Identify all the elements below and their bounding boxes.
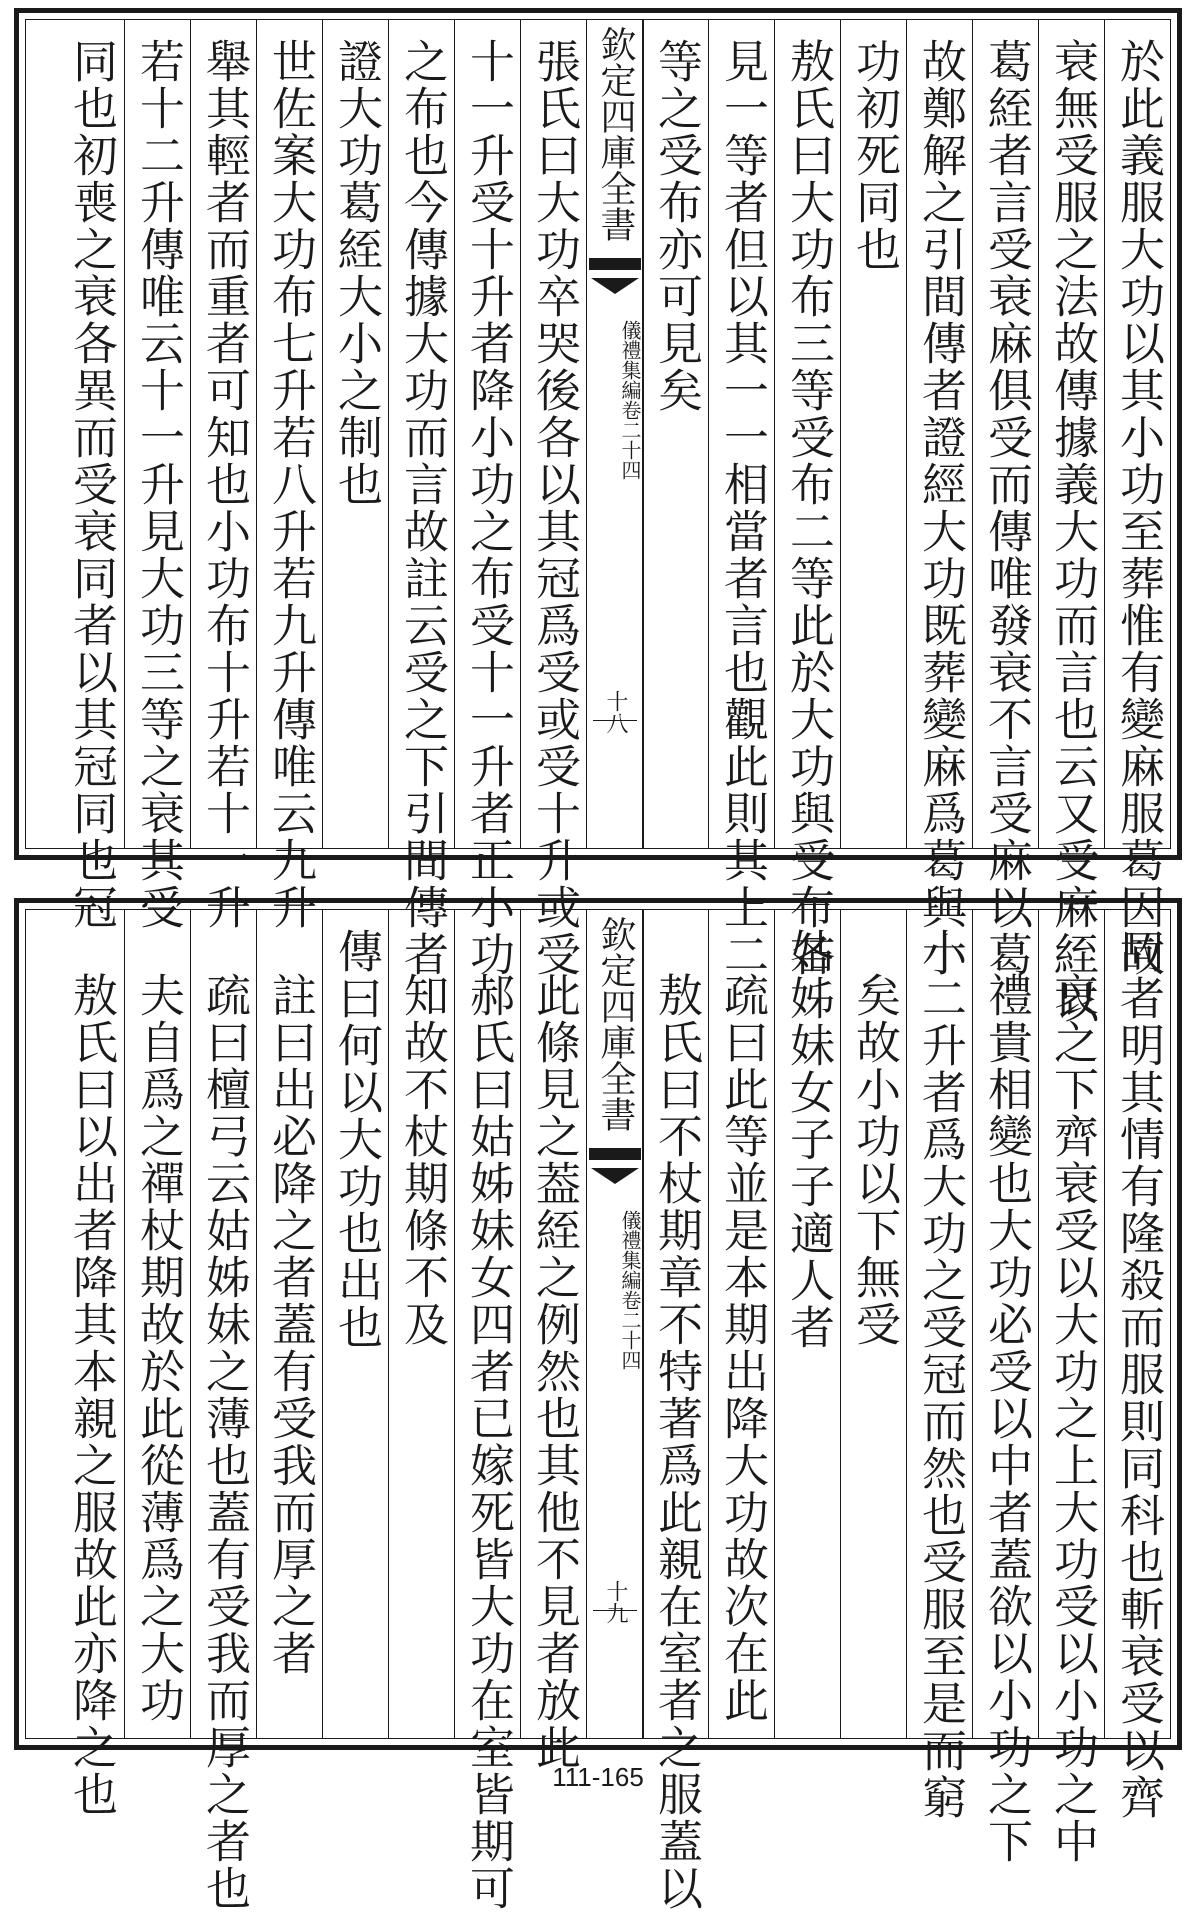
- top-page-column: [840, 20, 907, 848]
- bottom-page-column: [388, 910, 455, 1738]
- bottom-page-book-title: [587, 1210, 643, 1370]
- bottom-page-column-text: 敖氏曰以出者降其本親之服故此亦降之也: [65, 972, 118, 1818]
- top-page-column: [124, 20, 191, 931]
- top-page-column-text: 若十二升傳唯云十一升見大功三等之衰其受: [132, 38, 185, 931]
- top-page-column-text: 之布也今傳據大功而言故註云受之下引間傳者: [396, 38, 449, 978]
- bottom-page-column-text: 十二升者爲大功之受冠而然也受服至是而窮: [914, 928, 967, 1821]
- top-page: [14, 8, 1182, 1025]
- top-page-column-text: 舉其輕者而重者可知也小功布十升若十一升: [198, 38, 251, 931]
- top-page-column: [1038, 20, 1105, 1025]
- top-page-column-text: 見一等者但以其一一相當者言也觀此則其上二: [716, 38, 769, 978]
- bottom-page-column: [708, 910, 775, 1738]
- bottom-page-column: [454, 910, 521, 1912]
- top-page-column: [708, 20, 775, 978]
- bottom-page-column: [642, 910, 709, 1912]
- top-page-column: [520, 20, 587, 978]
- bottom-page-column-text: 郝氏曰姑姊妹女四者已嫁死皆大功在室皆期可: [462, 972, 515, 1912]
- top-page-column-text: 功初死同也: [848, 38, 901, 273]
- bottom-page-column-text: 姑姊妹女子子適人者: [782, 928, 835, 1351]
- top-page-page-number-rule: [593, 720, 637, 721]
- top-page-column-text: 等之受布亦可見矣: [650, 38, 703, 414]
- bottom-page-column-text: 知故不杖期條不及: [396, 972, 449, 1348]
- top-page-column-text: 敖氏曰大功布三等受布二等此於大功與受布各: [782, 38, 835, 978]
- top-page-fish-tail-mark: [589, 258, 641, 308]
- bottom-page-column-text: 同者明其情有隆殺而服則同科也斬衰受以齊: [1112, 928, 1165, 1821]
- bottom-page-book-name: 儀禮集編: [618, 1210, 642, 1290]
- bottom-page-column-text: 衰之下齊衰受以大功之上大功受以小功之中: [1046, 972, 1099, 1865]
- bottom-page-column-text: 夫自爲之禪杖期故於此從薄爲之大功: [132, 972, 185, 1724]
- bottom-page-column: [322, 910, 389, 1738]
- top-page-running-title: 欽定四庫全書: [595, 26, 636, 242]
- bottom-page-volume: 卷二十四: [618, 1290, 642, 1370]
- top-page-column-text: 故鄭解之引間傳者證經大功既葬變麻爲葛與小: [914, 38, 967, 978]
- top-page-column-text: 同也初喪之衰各異而受衰同者以其冠同也冠: [65, 38, 118, 931]
- top-page-column: [1104, 20, 1171, 978]
- top-page-column: [774, 20, 841, 978]
- top-page-column-text: 世佐案大功布七升若八升若九升傳唯云九升: [264, 38, 317, 931]
- top-page-column: [58, 20, 124, 931]
- bottom-page-column: [190, 910, 257, 1912]
- bottom-page-column: [1104, 910, 1171, 1821]
- bottom-page-column: [840, 910, 907, 1738]
- top-page-column: [454, 20, 521, 978]
- bottom-page-column: [972, 910, 1039, 1865]
- bottom-page-column: [124, 910, 191, 1738]
- top-page-column-text: 十一升受十升者降小功之布受十一升者正小功: [462, 38, 515, 978]
- bottom-page-column-text: 禮貴相變也大功必受以中者蓋欲以小功之下: [980, 972, 1033, 1865]
- top-page-book-title: [587, 320, 643, 480]
- bottom-page-column-text: 註曰出必降之者蓋有受我而厚之者: [264, 972, 317, 1677]
- top-page-column-text: 於此義服大功以其小功至葬惟有變麻服葛因故: [1112, 38, 1165, 978]
- bottom-page-column-text: 疏曰此等並是本期出降大功故次在此: [716, 972, 769, 1724]
- top-page-frame: [25, 19, 1171, 1025]
- top-page-column: [972, 20, 1039, 978]
- top-page-center-band: [586, 20, 644, 848]
- top-page-volume: 卷二十四: [618, 400, 642, 480]
- top-page-page-number: 十八: [603, 690, 628, 734]
- top-page-column: [322, 20, 389, 848]
- bottom-page-column-text: 疏曰檀弓云姑姊妹之薄也蓋有受我而厚之者也: [198, 972, 251, 1912]
- bottom-page-column-text: 敖氏曰不杖期章不特著爲此親在室者之服蓋以: [650, 972, 703, 1912]
- top-page-column-text: 張氏曰大功卒哭後各以其冠爲受或受十升或受: [528, 38, 581, 978]
- bottom-page-column: [58, 910, 124, 1818]
- bottom-page-page-number-rule: [593, 1610, 637, 1611]
- bottom-page-page-number: 十九: [603, 1580, 628, 1624]
- bottom-page-column: [774, 910, 841, 1738]
- bottom-page-column-text: 矣故小功以下無受: [848, 972, 901, 1348]
- top-page-column: [388, 20, 455, 978]
- page-footer-number: 111-165: [552, 1762, 644, 1792]
- bottom-page-fish-tail-mark: [589, 1148, 641, 1198]
- top-page-column-text: 葛絰者言受衰麻俱受而傳唯發衰不言受麻以葛: [980, 38, 1033, 978]
- bottom-page-column-text: 此條見之葢絰之例然也其他不見者放此: [528, 972, 581, 1771]
- top-page-column: [642, 20, 709, 848]
- bottom-page-column-text: 傳曰何以大功也出也: [330, 928, 383, 1351]
- bottom-page-column: [256, 910, 323, 1738]
- top-page-column-text: 衰無受服之法故傳據義大功而言也云又受麻絰以: [1046, 38, 1099, 1025]
- top-page-column: [906, 20, 973, 978]
- bottom-page-column: [520, 910, 587, 1771]
- top-page-column-text: 證大功葛絰大小之制也: [330, 38, 383, 508]
- bottom-page-running-title: 欽定四庫全書: [595, 916, 636, 1132]
- top-page-book-name: 儀禮集編: [618, 320, 642, 400]
- bottom-page-column: [906, 910, 973, 1821]
- bottom-page-column: [1038, 910, 1105, 1865]
- bottom-page-center-band: [586, 910, 644, 1738]
- top-page-column: [256, 20, 323, 931]
- top-page-column: [190, 20, 257, 931]
